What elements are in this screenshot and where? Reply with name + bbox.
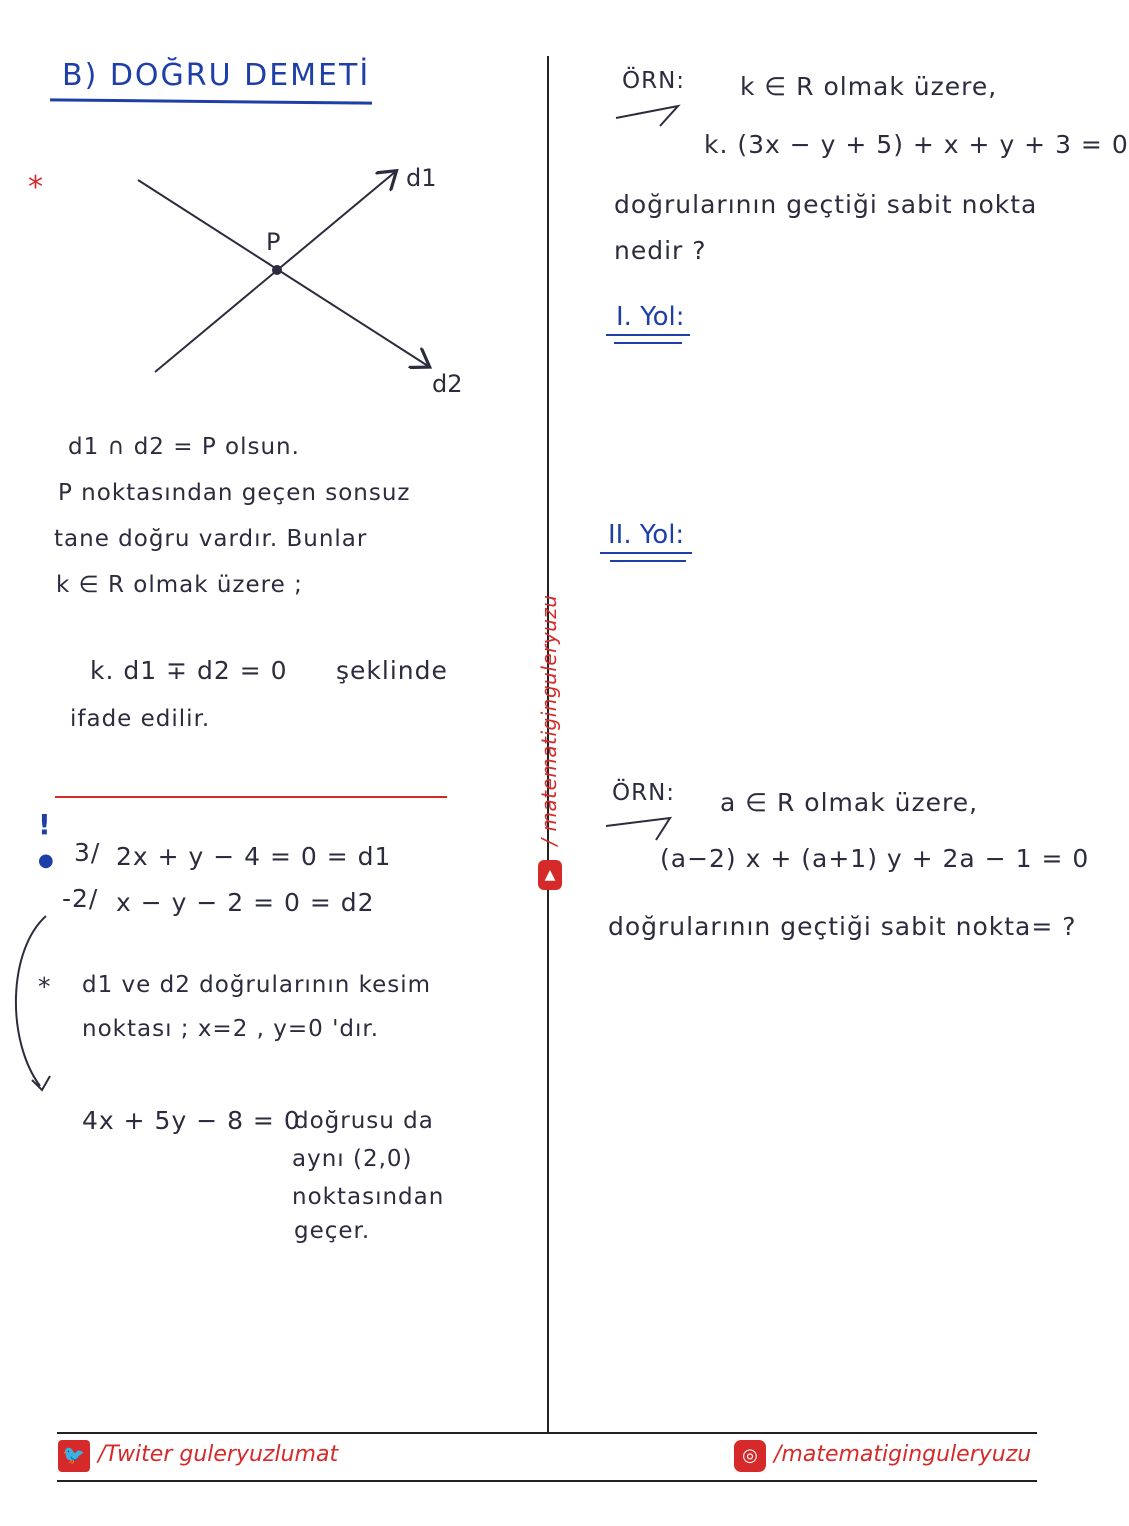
ex2-line-1: a ∈ R olmak üzere, [720, 788, 979, 817]
eq1: 2x + y − 4 = 0 = d1 [116, 842, 392, 871]
ex1-line-4: nedir ? [614, 236, 707, 265]
footer-bottom-rule [57, 1480, 1037, 1482]
line-d2 [138, 180, 428, 366]
ex1-line-2: k. (3x − y + 5) + x + y + 3 = 0 [704, 130, 1129, 159]
point-label: P [266, 228, 281, 256]
eq3-text-3: noktasından [292, 1184, 445, 1210]
curved-arrow-icon [8, 910, 68, 1100]
ex1-label: ÖRN: [622, 68, 686, 94]
asterisk-icon: * [28, 170, 43, 205]
formula-suffix: şeklinde [336, 656, 448, 685]
text-line-4: k ∈ R olmak üzere ; [56, 572, 303, 598]
ex2-line-2: (a−2) x + (a+1) y + 2a − 1 = 0 [660, 844, 1090, 873]
eq3-text-2: aynı (2,0) [292, 1146, 413, 1172]
yol-2-heading: II. Yol: [608, 520, 685, 550]
text-line-5: ifade edilir. [70, 706, 211, 732]
footer-top-rule [57, 1432, 1037, 1434]
eq2-multiplier: -2/ [62, 884, 99, 913]
yol-1-underline-a [606, 334, 690, 336]
formula: k. d1 ∓ d2 = 0 [90, 656, 288, 685]
exclamation-icon: ! [38, 808, 51, 841]
twitter-icon[interactable]: 🐦 [58, 1440, 90, 1472]
d1-label: d1 [406, 164, 437, 192]
ex1-line-1: k ∈ R olmak üzere, [740, 72, 998, 101]
ex2-label: ÖRN: [612, 780, 676, 806]
instagram-icon[interactable]: ◎ [734, 1440, 766, 1472]
eq3-text-1: doğrusu da [294, 1108, 434, 1134]
text-line-3: tane doğru vardır. Bunlar [54, 526, 368, 552]
note-line-2: noktası ; x=2 , y=0 'dır. [82, 1016, 380, 1042]
intersection-point [272, 265, 282, 275]
eq3: 4x + 5y − 8 = 0 [82, 1106, 301, 1135]
ex1-underline-squiggle [612, 96, 702, 136]
bullet-dot-icon: ● [38, 850, 54, 871]
ex1-line-3: doğrularının geçtiği sabit nokta [614, 190, 1038, 219]
section-divider [55, 796, 447, 798]
text-line-2: P noktasından geçen sonsuz [58, 480, 411, 506]
note-star: * [38, 972, 52, 1001]
side-watermark: / matematiginguleryuzu [537, 594, 561, 846]
yol-2-underline-b [610, 560, 686, 562]
title-underline [50, 98, 372, 104]
line-pencil-diagram [100, 150, 580, 410]
d2-label: d2 [432, 370, 463, 398]
instagram-handle[interactable]: /matematiginguleryuzu [774, 1442, 1032, 1467]
text-line-1: d1 ∩ d2 = P olsun. [68, 434, 300, 460]
ex2-line-3: doğrularının geçtiği sabit nokta= ? [608, 912, 1077, 941]
youtube-icon: ▲ [538, 860, 562, 890]
page-title: B) DOĞRU DEMETİ [62, 58, 371, 93]
eq1-multiplier: 3/ [74, 838, 101, 867]
yol-1-heading: I. Yol: [616, 302, 685, 332]
note-line-1: d1 ve d2 doğrularının kesim [82, 972, 432, 998]
eq2: x − y − 2 = 0 = d2 [116, 888, 375, 917]
eq3-text-4: geçer. [294, 1218, 371, 1244]
twitter-handle[interactable]: /Twiter guleryuzlumat [98, 1442, 339, 1467]
yol-2-underline-a [600, 552, 692, 554]
yol-1-underline-b [614, 342, 682, 344]
